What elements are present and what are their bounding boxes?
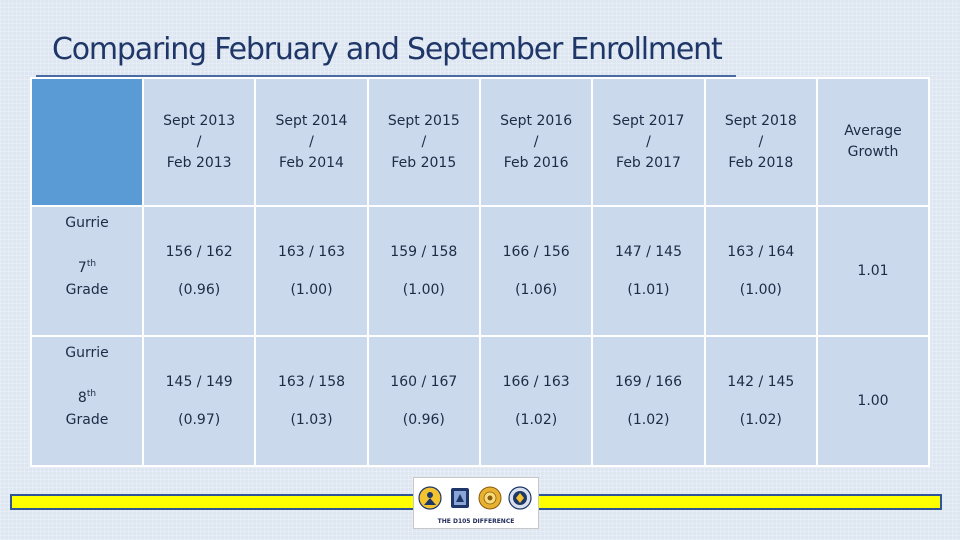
row-header-8th-grade: Gurrie 8th Grade — [31, 336, 143, 466]
logo-caption: THE D105 DIFFERENCE — [437, 518, 515, 525]
table-cell: 145 / 149 (0.97) — [143, 336, 255, 466]
table-cell: 163 / 158 (1.03) — [255, 336, 367, 466]
district-logo-strip — [413, 477, 539, 529]
table-cell: 163 / 164 (1.00) — [705, 206, 817, 336]
table-cell: 142 / 145 (1.02) — [705, 336, 817, 466]
column-header-sept-2015: Sept 2015 / Feb 2015 — [368, 78, 480, 206]
table-cell: 166 / 156 (1.06) — [480, 206, 592, 336]
school-seal-icon — [478, 486, 502, 510]
column-header-sept-2017: Sept 2017 / Feb 2017 — [592, 78, 704, 206]
enrollment-table — [30, 77, 930, 467]
table-cell: 163 / 163 (1.00) — [255, 206, 367, 336]
table-cell: 166 / 163 (1.02) — [480, 336, 592, 466]
slide-title: Comparing February and September Enrollment — [52, 32, 722, 67]
table-cell: 159 / 158 (1.00) — [368, 206, 480, 336]
school-shield-icon — [448, 486, 472, 510]
column-header-sept-2013: Sept 2013 / Feb 2013 — [143, 78, 255, 206]
average-growth-cell: 1.01 — [817, 206, 929, 336]
column-header-sept-2016: Sept 2016 / Feb 2016 — [480, 78, 592, 206]
school-crest-icon — [418, 486, 442, 510]
row-header-7th-grade: Gurrie 7th Grade — [31, 206, 143, 336]
table-cell: 147 / 145 (1.01) — [592, 206, 704, 336]
column-header-sept-2018: Sept 2018 / Feb 2018 — [705, 78, 817, 206]
table-row-gurrie-7th — [31, 206, 929, 336]
corner-header-cell — [31, 78, 143, 206]
average-growth-cell: 1.00 — [817, 336, 929, 466]
school-emblem-icon — [508, 486, 532, 510]
table-row-gurrie-8th — [31, 336, 929, 466]
column-header-sept-2014: Sept 2014 / Feb 2014 — [255, 78, 367, 206]
table-cell: 160 / 167 (0.96) — [368, 336, 480, 466]
column-header-average-growth: Average Growth — [817, 78, 929, 206]
header-row — [31, 78, 929, 206]
table-cell: 169 / 166 (1.02) — [592, 336, 704, 466]
table-cell: 156 / 162 (0.96) — [143, 206, 255, 336]
